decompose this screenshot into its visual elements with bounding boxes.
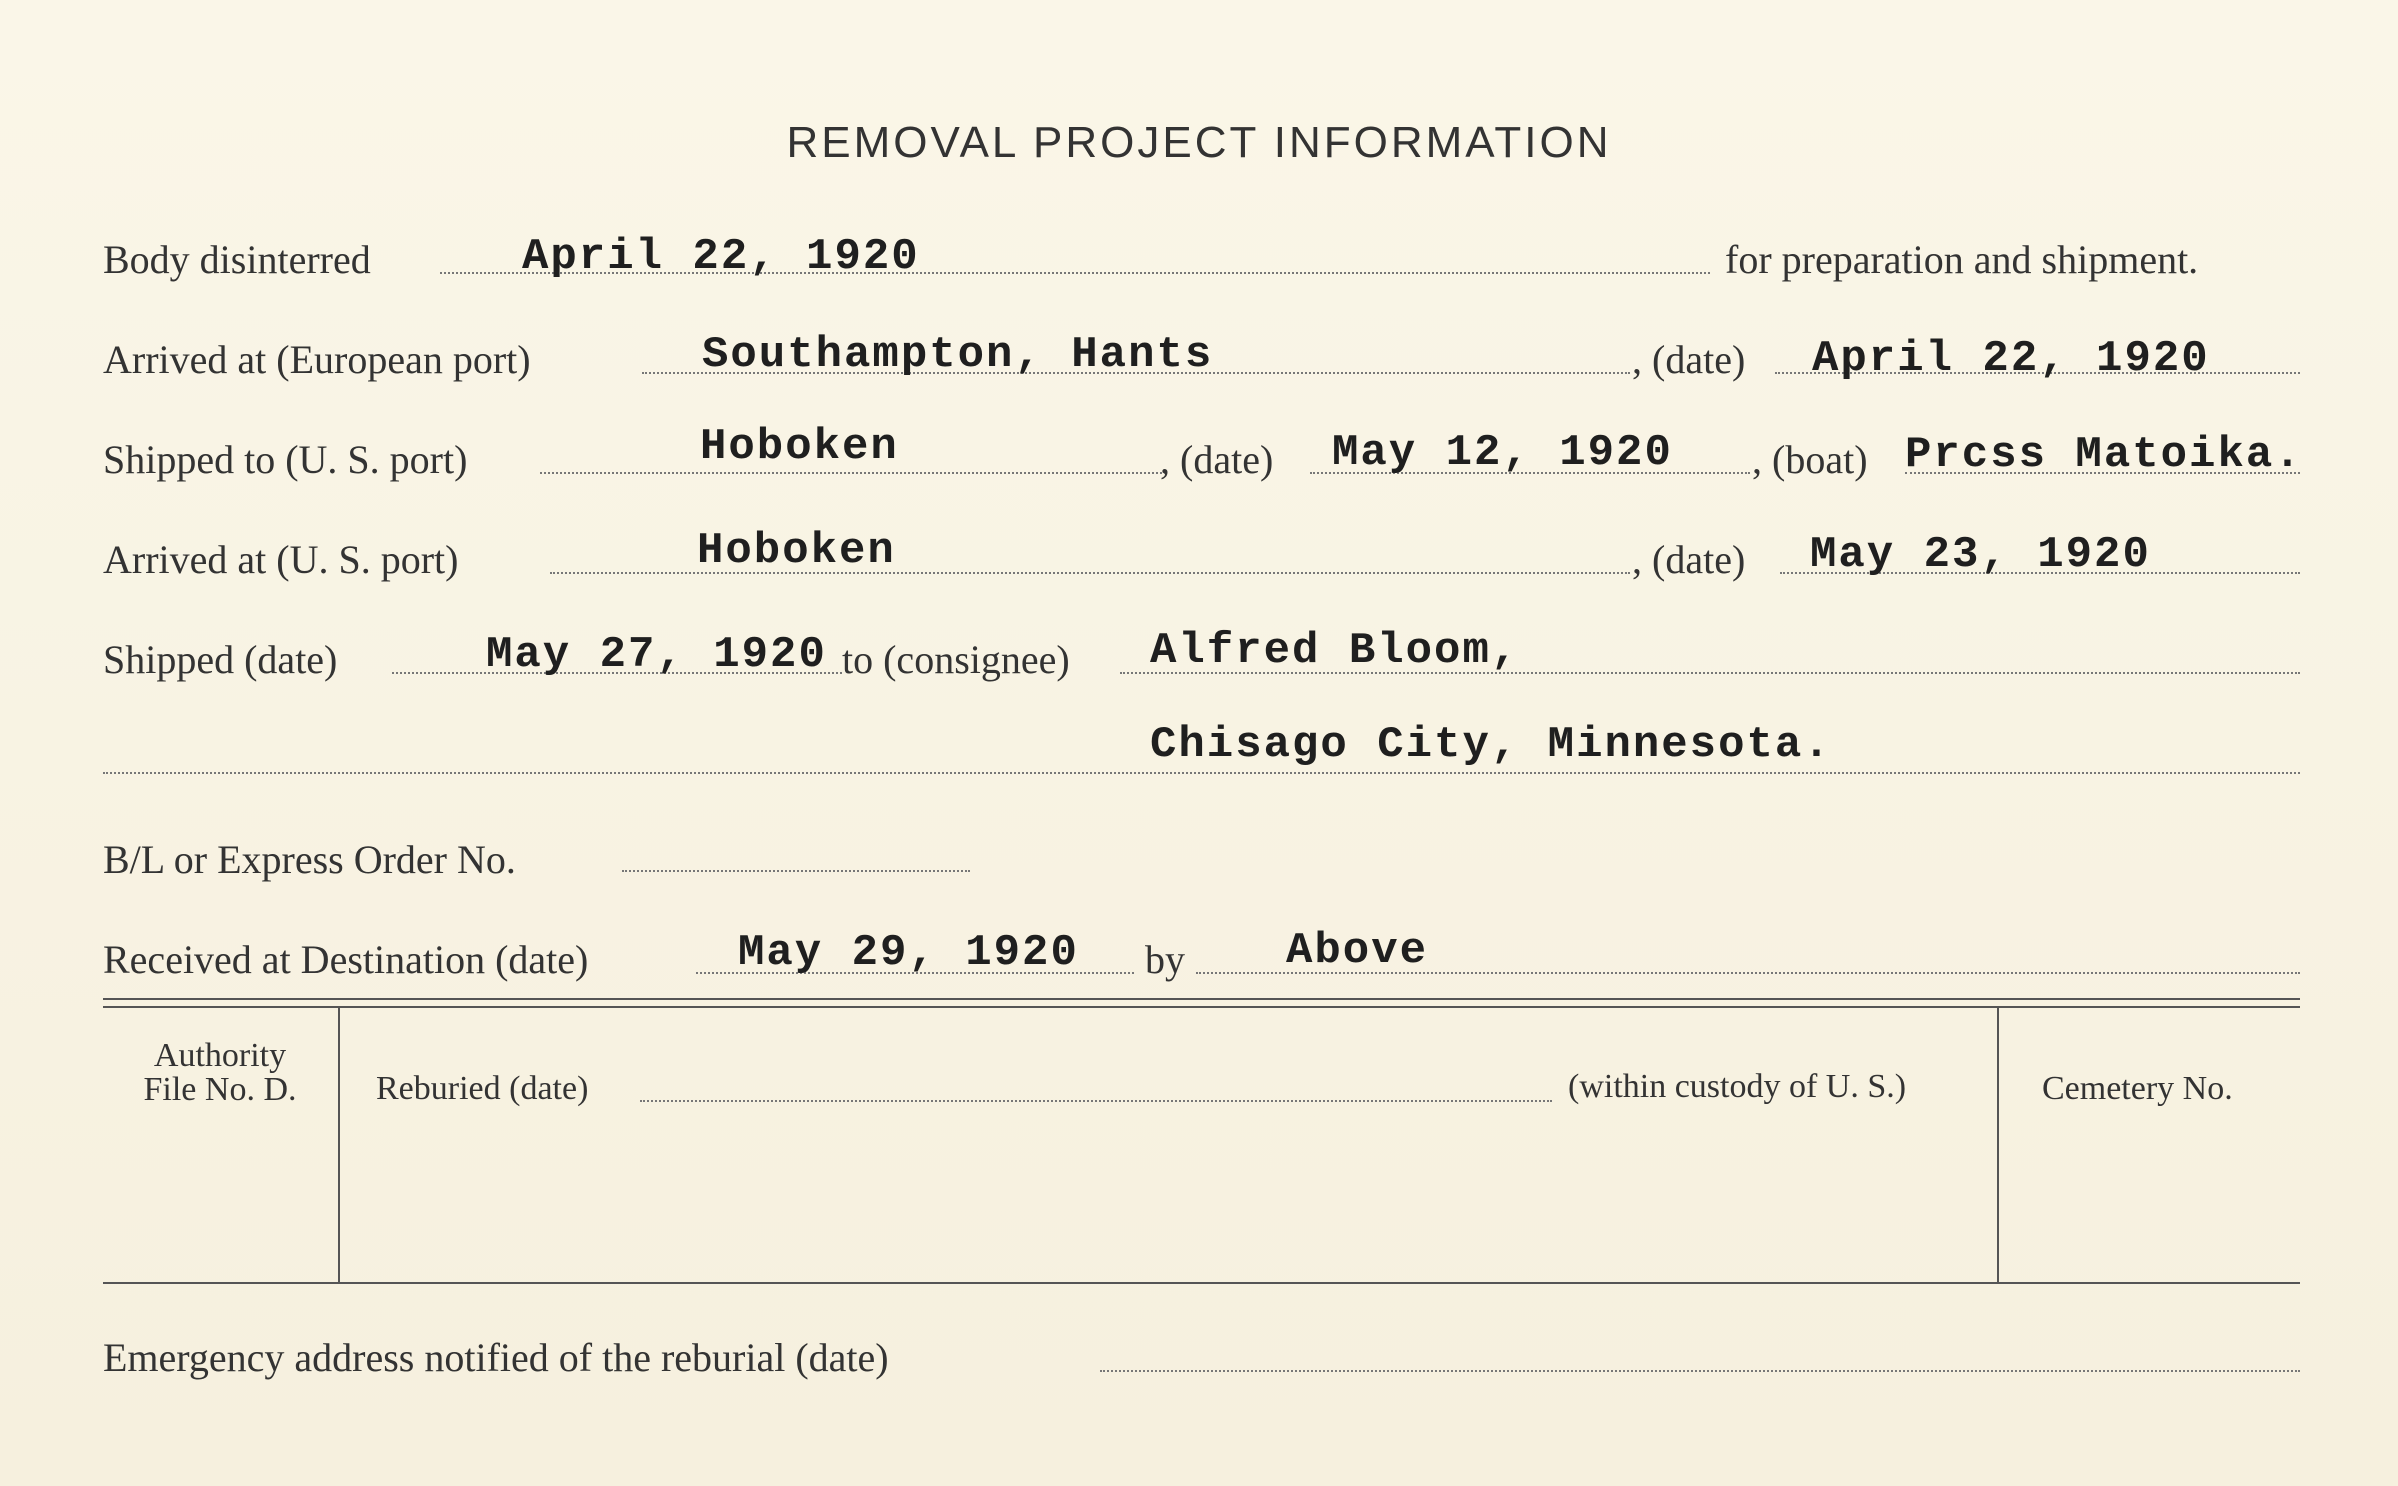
shipped-date-label: Shipped (date) xyxy=(103,637,338,682)
box-top-rule-1 xyxy=(103,998,2300,1000)
us-shipped-date-label: , (date) xyxy=(1160,437,1274,482)
consignee-address-value: Chisago City, Minnesota. xyxy=(1150,720,1832,770)
us-arrived-date-label: , (date) xyxy=(1632,537,1746,582)
boat-value: Prcss Matoika. xyxy=(1905,430,2303,480)
box-divider-left xyxy=(338,1008,340,1282)
emergency-address-label: Emergency address notified of the reburial (date) xyxy=(103,1335,889,1380)
bl-express-order-label: B/L or Express Order No. xyxy=(103,837,516,882)
custody-label: (within custody of U. S.) xyxy=(1568,1068,1907,1105)
preparation-suffix: for preparation and shipment. xyxy=(1725,237,2199,282)
authority-label-line2: File No. D. xyxy=(143,1071,297,1108)
consignee-value: Alfred Bloom, xyxy=(1150,626,1520,676)
us-arrived-date-value: May 23, 1920 xyxy=(1810,530,2151,580)
received-by-value: Above xyxy=(1286,926,1429,976)
box-divider-right xyxy=(1997,1008,1999,1282)
us-shipped-date-value: May 12, 1920 xyxy=(1332,428,1673,478)
us-port-arrived-label: Arrived at (U. S. port) xyxy=(103,537,459,582)
us-port-shipped-value: Hoboken xyxy=(700,422,899,472)
european-port-label: Arrived at (European port) xyxy=(103,337,531,382)
consignee-label: to (consignee) xyxy=(842,637,1070,682)
body-disinterred-date: April 22, 1920 xyxy=(522,232,920,282)
boat-label: , (boat) xyxy=(1752,437,1868,482)
european-date-label: , (date) xyxy=(1632,337,1746,382)
reburied-line xyxy=(640,1100,1552,1102)
bl-express-order-line xyxy=(622,870,970,872)
box-bottom-rule xyxy=(103,1282,2300,1284)
shipped-date-value: May 27, 1920 xyxy=(486,630,827,680)
emergency-address-line xyxy=(1100,1370,2300,1372)
body-disinterred-label: Body disinterred xyxy=(103,237,371,282)
cemetery-no-label: Cemetery No. xyxy=(2042,1070,2233,1107)
received-destination-label: Received at Destination (date) xyxy=(103,937,589,982)
box-top-rule-2 xyxy=(103,1006,2300,1008)
card-title: REMOVAL PROJECT INFORMATION xyxy=(786,118,1612,167)
reburied-label: Reburied (date) xyxy=(376,1070,589,1107)
received-by-label: by xyxy=(1145,937,1185,982)
us-port-arrived-value: Hoboken xyxy=(697,526,896,576)
consignee-address-line xyxy=(103,772,2300,774)
european-date-value: April 22, 1920 xyxy=(1812,334,2210,384)
us-port-shipped-line xyxy=(540,472,1162,474)
european-port-value: Southampton, Hants xyxy=(702,330,1214,380)
authority-label-line1: Authority xyxy=(153,1037,287,1074)
received-date-value: May 29, 1920 xyxy=(738,928,1079,978)
us-port-shipped-label: Shipped to (U. S. port) xyxy=(103,437,468,482)
